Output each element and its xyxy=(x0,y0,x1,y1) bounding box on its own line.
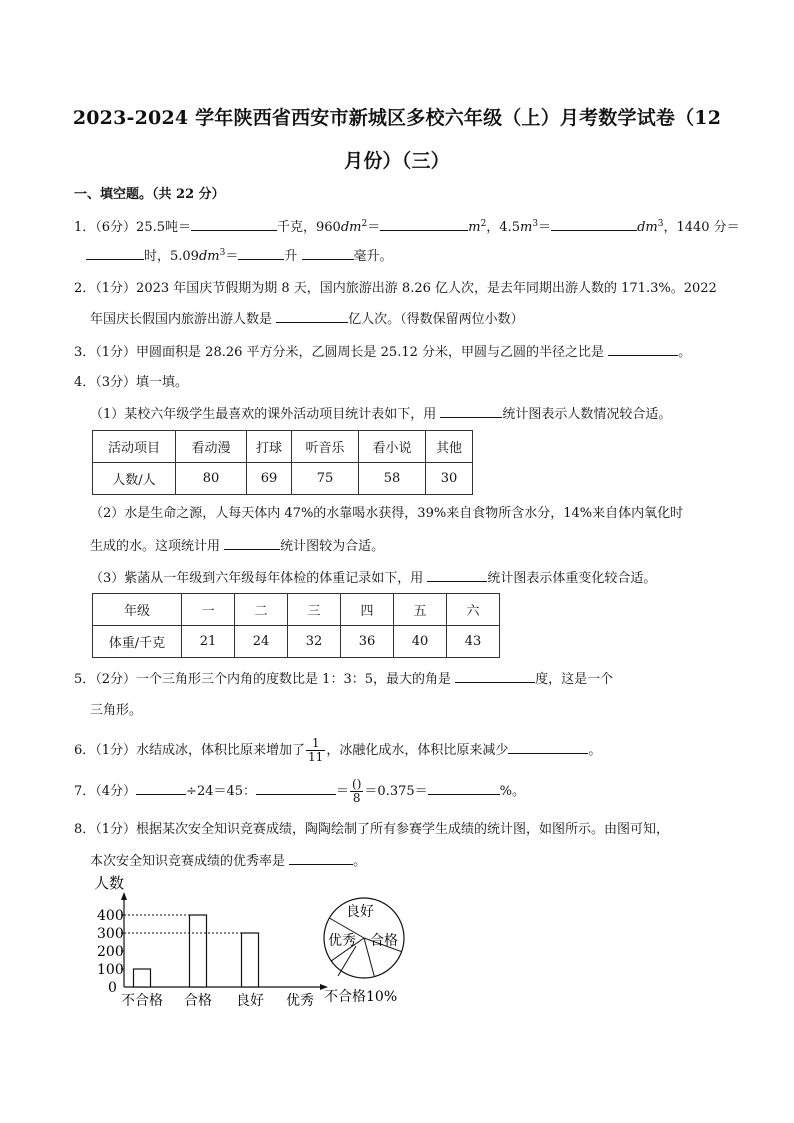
q1-text: 千克，960 xyxy=(277,220,341,235)
table-header-cell: 二 xyxy=(235,594,288,626)
table-row xyxy=(93,626,500,658)
exponent: 3 xyxy=(532,219,539,229)
q7-text: %。 xyxy=(499,784,525,799)
table-cell: 体重/千克 xyxy=(93,626,182,658)
answer-blank[interactable] xyxy=(551,217,637,231)
table-cell: 43 xyxy=(447,626,500,658)
exponent: 2 xyxy=(361,219,368,229)
x-tick-label: 优秀 xyxy=(286,993,314,1009)
q8-text: 本次安全知识竞赛成绩的优秀率是 xyxy=(90,854,286,869)
table-row xyxy=(93,463,473,495)
x-tick-label: 良好 xyxy=(236,993,264,1009)
question-4-head: 4．（3分）填一填。 xyxy=(74,375,189,390)
table-header-cell: 看动漫 xyxy=(176,431,247,463)
y-tick-label: 100 xyxy=(97,962,124,978)
q4-text: 统计图表示体重变化较合适。 xyxy=(487,571,657,586)
table-cell: 32 xyxy=(288,626,341,658)
fraction xyxy=(306,737,325,764)
q7-text: ＝0.375＝ xyxy=(364,784,428,799)
fraction-denominator: 11 xyxy=(308,750,324,764)
q1-text: ，1440 分＝ xyxy=(663,220,740,235)
q5-text: 5．（2分）一个三角形三个内角的度数比是 1：3：5，最大的角是 xyxy=(74,672,451,687)
question-8-line2 xyxy=(90,851,366,871)
table-cell: 75 xyxy=(292,463,359,495)
q1-text: ＝ xyxy=(225,249,239,264)
q1-text: ，4.5 xyxy=(486,220,520,235)
pie-label: 合格 xyxy=(370,933,398,949)
answer-blank[interactable] xyxy=(238,246,284,260)
q1-text: 1．（6分）25.5吨＝ xyxy=(74,220,191,235)
question-1-line2 xyxy=(86,246,393,266)
fraction-numerator: () xyxy=(352,777,362,791)
table-cell: 80 xyxy=(176,463,247,495)
answer-blank[interactable] xyxy=(224,536,280,550)
table-header-cell: 年级 xyxy=(93,594,182,626)
question-4-part2-line1: （2）水是生命之源，人每天体内 47%的水靠喝水获得，39%来自食物所含水分，14%来自体内氧化时 xyxy=(90,506,684,521)
answer-blank[interactable] xyxy=(440,404,502,418)
pie-label: 良好 xyxy=(346,904,374,920)
q7-text: 7．（4分） xyxy=(74,784,137,799)
y-tick-label: 0 xyxy=(108,980,117,996)
x-tick-label: 合格 xyxy=(184,993,212,1009)
table-cell: 69 xyxy=(247,463,292,495)
answer-blank[interactable] xyxy=(136,781,186,795)
table-header-cell: 四 xyxy=(341,594,394,626)
answer-blank[interactable] xyxy=(380,217,468,231)
table-header-cell: 三 xyxy=(288,594,341,626)
table-header-cell: 打球 xyxy=(247,431,292,463)
q8-text: 。 xyxy=(353,854,367,869)
weight-table xyxy=(92,593,500,658)
question-5-line2: 三角形。 xyxy=(90,703,143,718)
q1-text: 毫升。 xyxy=(353,249,393,264)
pie-annotation: 不合格10% xyxy=(324,989,398,1005)
question-8-line1: 8．（1分）根据某次安全知识竞赛成绩，陶陶绘制了所有参赛学生成绩的统计图，如图所示。由图可知， xyxy=(74,822,670,837)
answer-blank[interactable] xyxy=(455,669,535,683)
question-6 xyxy=(74,737,601,764)
table-row xyxy=(93,594,500,626)
question-1-line1 xyxy=(74,217,740,237)
answer-blank[interactable] xyxy=(276,309,348,323)
question-7 xyxy=(74,778,525,805)
table-header-cell: 一 xyxy=(182,594,235,626)
table-header-cell: 六 xyxy=(447,594,500,626)
q7-text: ÷24＝45： xyxy=(186,784,257,799)
fraction xyxy=(350,778,363,805)
paper-title-line1: 2023-2024 学年陕西省西安市新城区多校六年级（上）月考数学试卷（12 xyxy=(72,107,722,129)
table-cell: 36 xyxy=(341,626,394,658)
table-cell: 人数/人 xyxy=(93,463,176,495)
bar xyxy=(190,915,207,987)
q3-text: 3．（1分）甲圆面积是 28.26 平方分米，乙圆周长是 25.12 分米，甲圆与乙圆的半径之比是 xyxy=(74,345,605,360)
table-header-cell: 五 xyxy=(394,594,447,626)
bar xyxy=(134,969,151,987)
table-header-cell: 活动项目 xyxy=(93,431,176,463)
q4-text: 统计图表示人数情况较合适。 xyxy=(502,407,672,422)
question-5-line1 xyxy=(74,669,613,689)
q6-text: ，冰融化成水，体积比原来减少 xyxy=(326,743,509,758)
q1-text: 升 xyxy=(284,249,298,264)
table-cell: 40 xyxy=(394,626,447,658)
answer-blank[interactable] xyxy=(289,851,353,865)
unit-text: m xyxy=(519,220,533,235)
q1-text: ＝ xyxy=(538,220,552,235)
score-statistics-figure xyxy=(88,870,408,1015)
answer-blank[interactable] xyxy=(86,246,144,260)
q7-text: ＝ xyxy=(336,784,350,799)
y-tick-label: 200 xyxy=(97,944,124,960)
fraction-numerator: 1 xyxy=(311,736,320,750)
activity-table xyxy=(92,430,473,495)
table-header-cell: 其他 xyxy=(426,431,473,463)
section-heading-fill-in: 一、填空题。（共 22 分） xyxy=(74,187,225,202)
answer-blank[interactable] xyxy=(428,781,500,795)
y-tick-label: 300 xyxy=(97,926,124,942)
table-row xyxy=(93,431,473,463)
exponent: 3 xyxy=(657,219,664,229)
q4-text: 生成的水。这项统计用 xyxy=(90,539,221,554)
table-cell: 21 xyxy=(182,626,235,658)
unit-text: dm xyxy=(340,220,362,235)
q5-text: 度，这是一个 xyxy=(535,672,614,687)
table-header-cell: 听音乐 xyxy=(292,431,359,463)
unit-text: dm xyxy=(637,220,658,235)
unit-text: dm xyxy=(198,249,220,264)
answer-blank[interactable] xyxy=(508,740,588,754)
bar xyxy=(242,933,259,987)
table-cell: 30 xyxy=(426,463,473,495)
q4-text: （1）某校六年级学生最喜欢的课外活动项目统计表如下，用 xyxy=(90,407,437,422)
q1-text: ＝ xyxy=(367,220,381,235)
answer-blank[interactable] xyxy=(256,781,336,795)
unit-text: m xyxy=(468,220,481,235)
q1-text: 时，5.09 xyxy=(144,249,199,264)
question-4-part1 xyxy=(90,404,671,424)
answer-blank[interactable] xyxy=(608,342,678,356)
q6-text: 。 xyxy=(588,743,602,758)
q2-text: 亿人次。（得数保留两位小数） xyxy=(348,312,524,327)
paper-title-line2: 月份）（三） xyxy=(344,150,450,172)
q4-text: 统计图较为合适。 xyxy=(280,539,385,554)
q4-text: （3）紫菡从一年级到六年级每年体检的体重记录如下，用 xyxy=(90,571,424,586)
y-axis-arrow xyxy=(121,892,127,900)
pie-label: 优秀 xyxy=(328,933,356,949)
answer-blank[interactable] xyxy=(427,568,487,582)
exponent: 2 xyxy=(480,219,487,229)
table-cell: 58 xyxy=(359,463,426,495)
exponent: 3 xyxy=(219,248,226,258)
x-tick-label: 不合格 xyxy=(121,993,163,1009)
question-4-part2-line2 xyxy=(90,536,384,556)
q3-text: 。 xyxy=(678,345,692,360)
answer-blank[interactable] xyxy=(191,217,277,231)
table-header-cell: 看小说 xyxy=(359,431,426,463)
y-axis-label: 人数 xyxy=(94,874,125,892)
q2-text: 年国庆长假国内旅游出游人数是 xyxy=(90,312,273,327)
question-4-part3 xyxy=(90,568,656,588)
q6-text: 6．（1分）水结成冰，体积比原来增加了 xyxy=(74,743,306,758)
y-tick-label: 400 xyxy=(97,908,124,924)
question-2-line2 xyxy=(90,309,524,329)
question-2-line1: 2．（1分）2023 年国庆节假期为期 8 天，国内旅游出游 8.26 亿人次，是去年同期出游人数的 171.3%。2022 xyxy=(74,281,717,296)
table-cell: 24 xyxy=(235,626,288,658)
question-3 xyxy=(74,342,691,362)
fraction-denominator: 8 xyxy=(350,791,363,805)
answer-blank[interactable] xyxy=(302,246,354,260)
